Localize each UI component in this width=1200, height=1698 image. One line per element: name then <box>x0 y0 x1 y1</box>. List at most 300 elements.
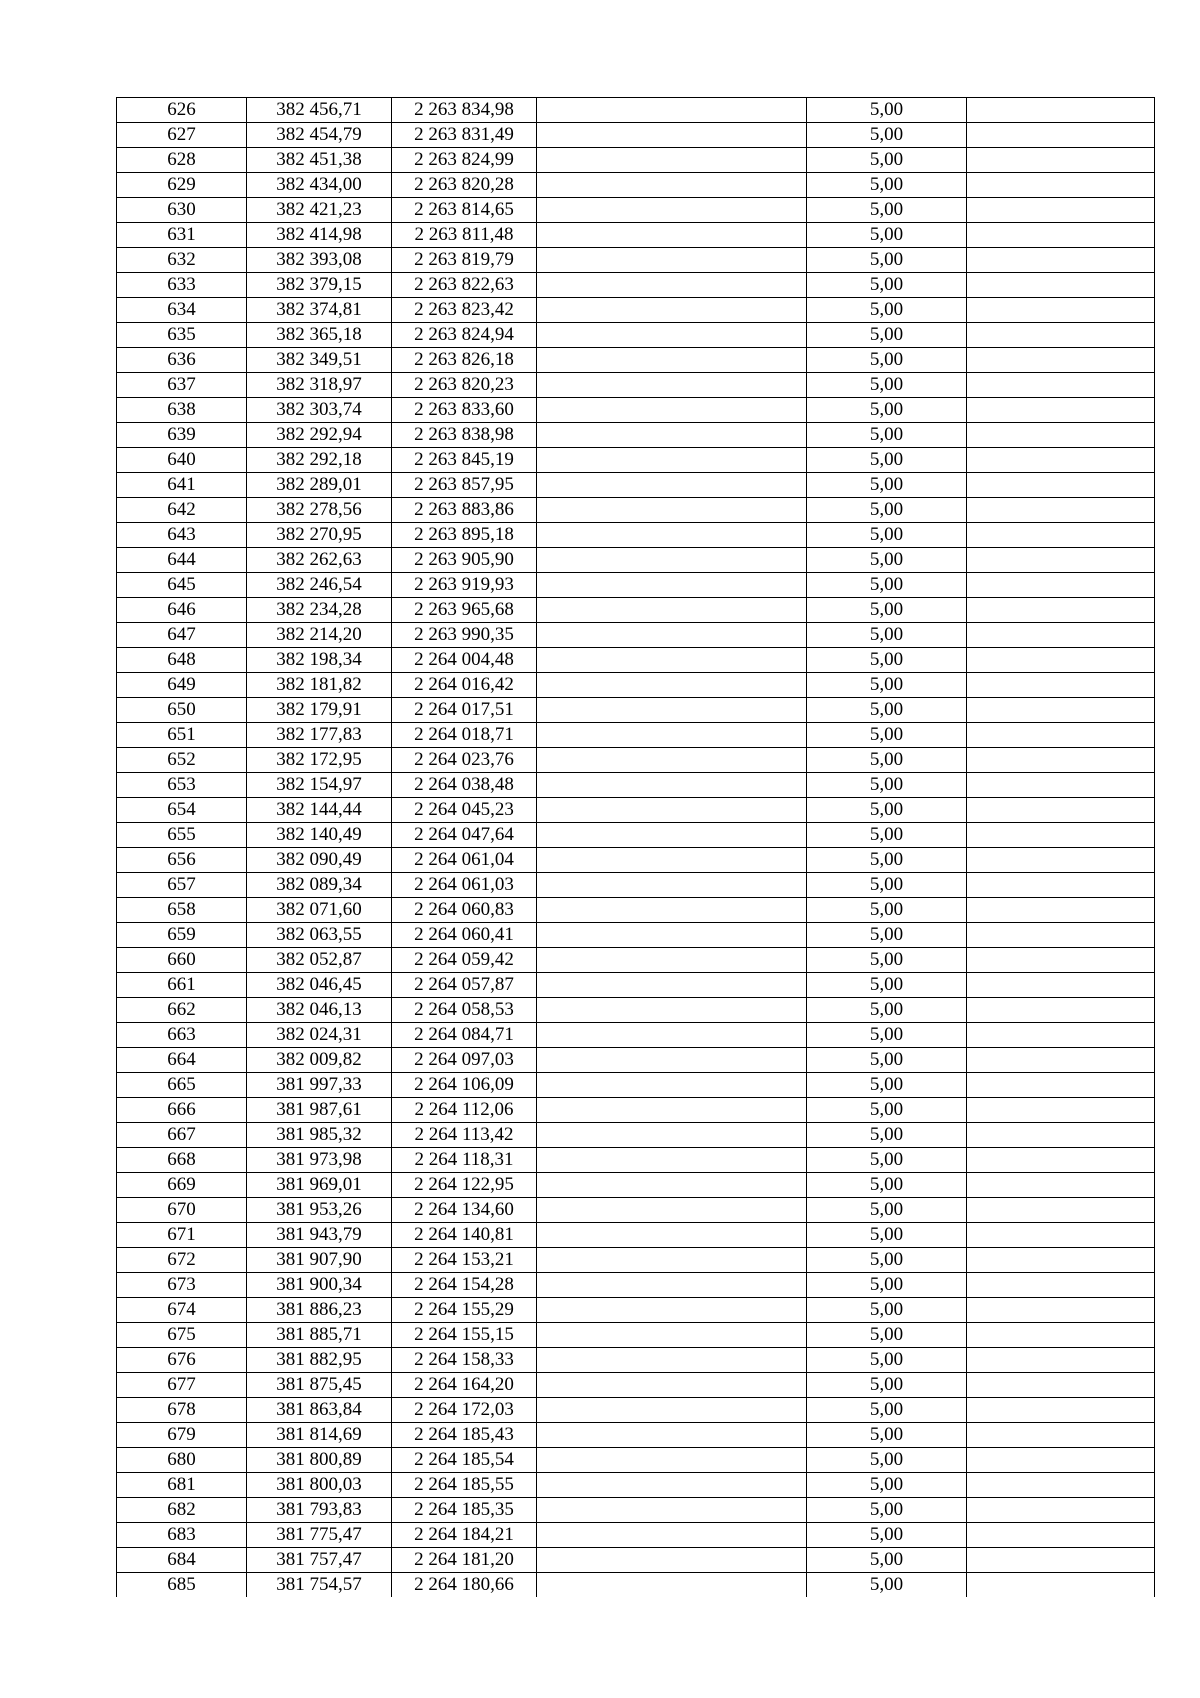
empty-cell <box>537 1098 807 1123</box>
table-row <box>117 248 1155 273</box>
x-coordinate-cell: 382 009,82 <box>247 1048 392 1073</box>
empty-cell <box>537 1523 807 1548</box>
empty-cell <box>537 123 807 148</box>
value-cell: 5,00 <box>807 473 967 498</box>
point-number-cell: 635 <box>117 323 247 348</box>
x-coordinate-cell: 381 875,45 <box>247 1373 392 1398</box>
empty-cell <box>537 723 807 748</box>
value-cell: 5,00 <box>807 423 967 448</box>
notes-cell <box>967 848 1155 873</box>
x-coordinate-cell: 381 987,61 <box>247 1098 392 1123</box>
value-cell: 5,00 <box>807 898 967 923</box>
table-row <box>117 948 1155 973</box>
table-row <box>117 423 1155 448</box>
empty-cell <box>537 1173 807 1198</box>
value-cell: 5,00 <box>807 1098 967 1123</box>
table-row <box>117 623 1155 648</box>
y-coordinate-cell: 2 264 060,41 <box>392 923 537 948</box>
value-cell: 5,00 <box>807 648 967 673</box>
value-cell: 5,00 <box>807 823 967 848</box>
notes-cell <box>967 998 1155 1023</box>
value-cell: 5,00 <box>807 1248 967 1273</box>
x-coordinate-cell: 381 907,90 <box>247 1248 392 1273</box>
empty-cell <box>537 948 807 973</box>
y-coordinate-cell: 2 264 180,66 <box>392 1573 537 1598</box>
table-row <box>117 473 1155 498</box>
value-cell: 5,00 <box>807 798 967 823</box>
empty-cell <box>537 1298 807 1323</box>
table-row <box>117 1123 1155 1148</box>
y-coordinate-cell: 2 263 919,93 <box>392 573 537 598</box>
x-coordinate-cell: 381 969,01 <box>247 1173 392 1198</box>
y-coordinate-cell: 2 264 004,48 <box>392 648 537 673</box>
value-cell: 5,00 <box>807 1448 967 1473</box>
empty-cell <box>537 548 807 573</box>
x-coordinate-cell: 382 181,82 <box>247 673 392 698</box>
y-coordinate-cell: 2 264 045,23 <box>392 798 537 823</box>
y-coordinate-cell: 2 263 820,23 <box>392 373 537 398</box>
point-number-cell: 678 <box>117 1398 247 1423</box>
table-row <box>117 773 1155 798</box>
value-cell: 5,00 <box>807 1198 967 1223</box>
empty-cell <box>537 148 807 173</box>
notes-cell <box>967 173 1155 198</box>
x-coordinate-cell: 382 374,81 <box>247 298 392 323</box>
table-row <box>117 348 1155 373</box>
point-number-cell: 676 <box>117 1348 247 1373</box>
value-cell: 5,00 <box>807 1473 967 1498</box>
y-coordinate-cell: 2 263 990,35 <box>392 623 537 648</box>
empty-cell <box>537 898 807 923</box>
coordinates-table-body <box>117 98 1155 1598</box>
table-row <box>117 1373 1155 1398</box>
notes-cell <box>967 1148 1155 1173</box>
x-coordinate-cell: 381 973,98 <box>247 1148 392 1173</box>
y-coordinate-cell: 2 263 845,19 <box>392 448 537 473</box>
value-cell: 5,00 <box>807 973 967 998</box>
y-coordinate-cell: 2 264 155,15 <box>392 1323 537 1348</box>
table-row <box>117 998 1155 1023</box>
x-coordinate-cell: 382 052,87 <box>247 948 392 973</box>
empty-cell <box>537 998 807 1023</box>
x-coordinate-cell: 382 292,18 <box>247 448 392 473</box>
table-row <box>117 1223 1155 1248</box>
point-number-cell: 632 <box>117 248 247 273</box>
notes-cell <box>967 423 1155 448</box>
point-number-cell: 641 <box>117 473 247 498</box>
y-coordinate-cell: 2 264 023,76 <box>392 748 537 773</box>
notes-cell <box>967 1523 1155 1548</box>
value-cell: 5,00 <box>807 1048 967 1073</box>
notes-cell <box>967 1273 1155 1298</box>
table-row <box>117 848 1155 873</box>
value-cell: 5,00 <box>807 98 967 123</box>
table-row <box>117 98 1155 123</box>
empty-cell <box>537 1423 807 1448</box>
notes-cell <box>967 873 1155 898</box>
value-cell: 5,00 <box>807 848 967 873</box>
x-coordinate-cell: 382 089,34 <box>247 873 392 898</box>
point-number-cell: 633 <box>117 273 247 298</box>
y-coordinate-cell: 2 264 153,21 <box>392 1248 537 1273</box>
notes-cell <box>967 573 1155 598</box>
empty-cell <box>537 348 807 373</box>
notes-cell <box>967 598 1155 623</box>
table-row <box>117 748 1155 773</box>
value-cell: 5,00 <box>807 1273 967 1298</box>
x-coordinate-cell: 382 179,91 <box>247 698 392 723</box>
empty-cell <box>537 1398 807 1423</box>
empty-cell <box>537 973 807 998</box>
notes-cell <box>967 648 1155 673</box>
notes-cell <box>967 1198 1155 1223</box>
value-cell: 5,00 <box>807 323 967 348</box>
y-coordinate-cell: 2 264 106,09 <box>392 1073 537 1098</box>
y-coordinate-cell: 2 264 185,54 <box>392 1448 537 1473</box>
point-number-cell: 661 <box>117 973 247 998</box>
value-cell: 5,00 <box>807 223 967 248</box>
notes-cell <box>967 1123 1155 1148</box>
y-coordinate-cell: 2 263 857,95 <box>392 473 537 498</box>
value-cell: 5,00 <box>807 948 967 973</box>
notes-cell <box>967 1323 1155 1348</box>
value-cell: 5,00 <box>807 573 967 598</box>
value-cell: 5,00 <box>807 548 967 573</box>
table-row <box>117 1198 1155 1223</box>
value-cell: 5,00 <box>807 1223 967 1248</box>
point-number-cell: 677 <box>117 1373 247 1398</box>
table-row <box>117 298 1155 323</box>
notes-cell <box>967 1348 1155 1373</box>
y-coordinate-cell: 2 264 185,43 <box>392 1423 537 1448</box>
point-number-cell: 674 <box>117 1298 247 1323</box>
point-number-cell: 648 <box>117 648 247 673</box>
notes-cell <box>967 973 1155 998</box>
notes-cell <box>967 1073 1155 1098</box>
point-number-cell: 630 <box>117 198 247 223</box>
table-row <box>117 123 1155 148</box>
table-row <box>117 1473 1155 1498</box>
point-number-cell: 673 <box>117 1273 247 1298</box>
point-number-cell: 640 <box>117 448 247 473</box>
notes-cell <box>967 1248 1155 1273</box>
empty-cell <box>537 1223 807 1248</box>
x-coordinate-cell: 382 262,63 <box>247 548 392 573</box>
point-number-cell: 662 <box>117 998 247 1023</box>
value-cell: 5,00 <box>807 1348 967 1373</box>
point-number-cell: 643 <box>117 523 247 548</box>
notes-cell <box>967 773 1155 798</box>
x-coordinate-cell: 381 997,33 <box>247 1073 392 1098</box>
table-row <box>117 723 1155 748</box>
notes-cell <box>967 1448 1155 1473</box>
y-coordinate-cell: 2 264 112,06 <box>392 1098 537 1123</box>
x-coordinate-cell: 381 985,32 <box>247 1123 392 1148</box>
x-coordinate-cell: 381 900,34 <box>247 1273 392 1298</box>
y-coordinate-cell: 2 264 084,71 <box>392 1023 537 1048</box>
notes-cell <box>967 673 1155 698</box>
x-coordinate-cell: 382 172,95 <box>247 748 392 773</box>
point-number-cell: 657 <box>117 873 247 898</box>
value-cell: 5,00 <box>807 348 967 373</box>
point-number-cell: 652 <box>117 748 247 773</box>
y-coordinate-cell: 2 264 058,53 <box>392 998 537 1023</box>
table-row <box>117 548 1155 573</box>
x-coordinate-cell: 382 349,51 <box>247 348 392 373</box>
y-coordinate-cell: 2 264 158,33 <box>392 1348 537 1373</box>
point-number-cell: 639 <box>117 423 247 448</box>
table-row <box>117 1348 1155 1373</box>
empty-cell <box>537 573 807 598</box>
empty-cell <box>537 673 807 698</box>
point-number-cell: 651 <box>117 723 247 748</box>
point-number-cell: 682 <box>117 1498 247 1523</box>
y-coordinate-cell: 2 264 018,71 <box>392 723 537 748</box>
value-cell: 5,00 <box>807 773 967 798</box>
empty-cell <box>537 598 807 623</box>
notes-cell <box>967 698 1155 723</box>
point-number-cell: 644 <box>117 548 247 573</box>
y-coordinate-cell: 2 263 833,60 <box>392 398 537 423</box>
value-cell: 5,00 <box>807 998 967 1023</box>
y-coordinate-cell: 2 264 164,20 <box>392 1373 537 1398</box>
y-coordinate-cell: 2 264 061,03 <box>392 873 537 898</box>
y-coordinate-cell: 2 264 057,87 <box>392 973 537 998</box>
empty-cell <box>537 1048 807 1073</box>
point-number-cell: 667 <box>117 1123 247 1148</box>
empty-cell <box>537 448 807 473</box>
empty-cell <box>537 1073 807 1098</box>
empty-cell <box>537 1023 807 1048</box>
value-cell: 5,00 <box>807 1498 967 1523</box>
notes-cell <box>967 473 1155 498</box>
table-row <box>117 873 1155 898</box>
point-number-cell: 675 <box>117 1323 247 1348</box>
y-coordinate-cell: 2 264 185,35 <box>392 1498 537 1523</box>
point-number-cell: 664 <box>117 1048 247 1073</box>
table-row <box>117 448 1155 473</box>
notes-cell <box>967 198 1155 223</box>
point-number-cell: 685 <box>117 1573 247 1598</box>
table-row <box>117 373 1155 398</box>
point-number-cell: 634 <box>117 298 247 323</box>
value-cell: 5,00 <box>807 1123 967 1148</box>
table-row <box>117 148 1155 173</box>
notes-cell <box>967 1173 1155 1198</box>
x-coordinate-cell: 382 318,97 <box>247 373 392 398</box>
notes-cell <box>967 348 1155 373</box>
empty-cell <box>537 373 807 398</box>
empty-cell <box>537 748 807 773</box>
x-coordinate-cell: 382 177,83 <box>247 723 392 748</box>
empty-cell <box>537 923 807 948</box>
x-coordinate-cell: 382 234,28 <box>247 598 392 623</box>
y-coordinate-cell: 2 264 038,48 <box>392 773 537 798</box>
table-row <box>117 1098 1155 1123</box>
value-cell: 5,00 <box>807 1373 967 1398</box>
point-number-cell: 663 <box>117 1023 247 1048</box>
empty-cell <box>537 423 807 448</box>
notes-cell <box>967 1098 1155 1123</box>
table-row <box>117 1298 1155 1323</box>
x-coordinate-cell: 381 814,69 <box>247 1423 392 1448</box>
table-row <box>117 898 1155 923</box>
point-number-cell: 637 <box>117 373 247 398</box>
empty-cell <box>537 98 807 123</box>
notes-cell <box>967 373 1155 398</box>
point-number-cell: 681 <box>117 1473 247 1498</box>
empty-cell <box>537 698 807 723</box>
x-coordinate-cell: 382 434,00 <box>247 173 392 198</box>
y-coordinate-cell: 2 263 811,48 <box>392 223 537 248</box>
y-coordinate-cell: 2 264 118,31 <box>392 1148 537 1173</box>
point-number-cell: 654 <box>117 798 247 823</box>
empty-cell <box>537 848 807 873</box>
x-coordinate-cell: 382 303,74 <box>247 398 392 423</box>
empty-cell <box>537 223 807 248</box>
point-number-cell: 683 <box>117 1523 247 1548</box>
notes-cell <box>967 1398 1155 1423</box>
empty-cell <box>537 198 807 223</box>
empty-cell <box>537 1448 807 1473</box>
value-cell: 5,00 <box>807 173 967 198</box>
point-number-cell: 627 <box>117 123 247 148</box>
y-coordinate-cell: 2 264 134,60 <box>392 1198 537 1223</box>
point-number-cell: 666 <box>117 1098 247 1123</box>
value-cell: 5,00 <box>807 673 967 698</box>
x-coordinate-cell: 382 365,18 <box>247 323 392 348</box>
table-row <box>117 698 1155 723</box>
point-number-cell: 628 <box>117 148 247 173</box>
x-coordinate-cell: 381 863,84 <box>247 1398 392 1423</box>
y-coordinate-cell: 2 264 097,03 <box>392 1048 537 1073</box>
x-coordinate-cell: 382 198,34 <box>247 648 392 673</box>
y-coordinate-cell: 2 264 172,03 <box>392 1398 537 1423</box>
y-coordinate-cell: 2 263 823,42 <box>392 298 537 323</box>
x-coordinate-cell: 381 754,57 <box>247 1573 392 1598</box>
notes-cell <box>967 1498 1155 1523</box>
point-number-cell: 650 <box>117 698 247 723</box>
empty-cell <box>537 873 807 898</box>
value-cell: 5,00 <box>807 123 967 148</box>
y-coordinate-cell: 2 263 822,63 <box>392 273 537 298</box>
notes-cell <box>967 398 1155 423</box>
notes-cell <box>967 923 1155 948</box>
empty-cell <box>537 1273 807 1298</box>
value-cell: 5,00 <box>807 1398 967 1423</box>
table-row <box>117 1173 1155 1198</box>
notes-cell <box>967 148 1155 173</box>
table-row <box>117 973 1155 998</box>
point-number-cell: 665 <box>117 1073 247 1098</box>
value-cell: 5,00 <box>807 498 967 523</box>
table-row <box>117 673 1155 698</box>
notes-cell <box>967 898 1155 923</box>
table-row <box>117 1548 1155 1573</box>
table-row <box>117 648 1155 673</box>
notes-cell <box>967 798 1155 823</box>
notes-cell <box>967 498 1155 523</box>
notes-cell <box>967 748 1155 773</box>
y-coordinate-cell: 2 263 905,90 <box>392 548 537 573</box>
table-row <box>117 273 1155 298</box>
point-number-cell: 680 <box>117 1448 247 1473</box>
empty-cell <box>537 498 807 523</box>
value-cell: 5,00 <box>807 1548 967 1573</box>
y-coordinate-cell: 2 264 059,42 <box>392 948 537 973</box>
table-row <box>117 1423 1155 1448</box>
y-coordinate-cell: 2 263 834,98 <box>392 98 537 123</box>
table-row <box>117 1498 1155 1523</box>
y-coordinate-cell: 2 263 824,94 <box>392 323 537 348</box>
empty-cell <box>537 823 807 848</box>
x-coordinate-cell: 381 757,47 <box>247 1548 392 1573</box>
point-number-cell: 669 <box>117 1173 247 1198</box>
empty-cell <box>537 1198 807 1223</box>
x-coordinate-cell: 382 046,13 <box>247 998 392 1023</box>
value-cell: 5,00 <box>807 198 967 223</box>
table-row <box>117 1273 1155 1298</box>
y-coordinate-cell: 2 264 122,95 <box>392 1173 537 1198</box>
value-cell: 5,00 <box>807 748 967 773</box>
notes-cell <box>967 523 1155 548</box>
notes-cell <box>967 623 1155 648</box>
table-row <box>117 1323 1155 1348</box>
y-coordinate-cell: 2 263 820,28 <box>392 173 537 198</box>
notes-cell <box>967 323 1155 348</box>
notes-cell <box>967 823 1155 848</box>
table-row <box>117 1073 1155 1098</box>
table-row <box>117 573 1155 598</box>
notes-cell <box>967 1223 1155 1248</box>
table-row <box>117 598 1155 623</box>
x-coordinate-cell: 382 414,98 <box>247 223 392 248</box>
notes-cell <box>967 298 1155 323</box>
y-coordinate-cell: 2 264 140,81 <box>392 1223 537 1248</box>
y-coordinate-cell: 2 264 181,20 <box>392 1548 537 1573</box>
y-coordinate-cell: 2 264 061,04 <box>392 848 537 873</box>
empty-cell <box>537 298 807 323</box>
table-row <box>117 823 1155 848</box>
point-number-cell: 672 <box>117 1248 247 1273</box>
empty-cell <box>537 323 807 348</box>
table-row <box>117 523 1155 548</box>
notes-cell <box>967 1548 1155 1573</box>
value-cell: 5,00 <box>807 873 967 898</box>
x-coordinate-cell: 382 451,38 <box>247 148 392 173</box>
y-coordinate-cell: 2 264 184,21 <box>392 1523 537 1548</box>
empty-cell <box>537 1498 807 1523</box>
x-coordinate-cell: 382 289,01 <box>247 473 392 498</box>
x-coordinate-cell: 382 454,79 <box>247 123 392 148</box>
point-number-cell: 668 <box>117 1148 247 1173</box>
value-cell: 5,00 <box>807 1023 967 1048</box>
x-coordinate-cell: 382 154,97 <box>247 773 392 798</box>
x-coordinate-cell: 382 071,60 <box>247 898 392 923</box>
point-number-cell: 631 <box>117 223 247 248</box>
value-cell: 5,00 <box>807 1523 967 1548</box>
value-cell: 5,00 <box>807 273 967 298</box>
empty-cell <box>537 1373 807 1398</box>
point-number-cell: 642 <box>117 498 247 523</box>
x-coordinate-cell: 382 292,94 <box>247 423 392 448</box>
notes-cell <box>967 248 1155 273</box>
empty-cell <box>537 798 807 823</box>
x-coordinate-cell: 381 775,47 <box>247 1523 392 1548</box>
x-coordinate-cell: 382 278,56 <box>247 498 392 523</box>
point-number-cell: 647 <box>117 623 247 648</box>
y-coordinate-cell: 2 263 826,18 <box>392 348 537 373</box>
